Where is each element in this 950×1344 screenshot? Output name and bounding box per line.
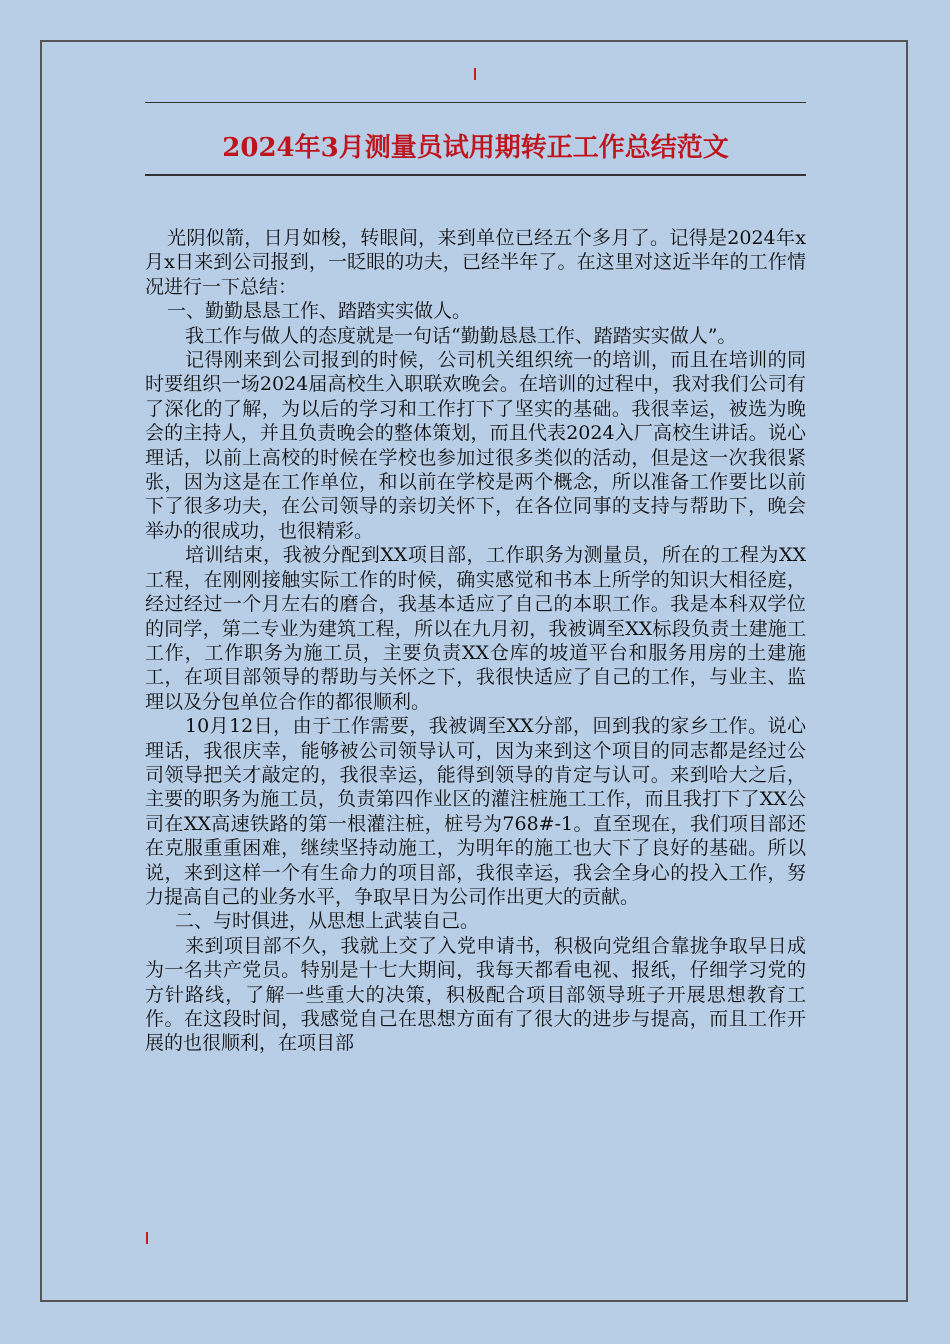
paragraph-transfer: 10月12日，由于工作需要，我被调至XX分部，回到我的家乡工作。说心理话，我很庆幸，能够被公司领导认可，因为来到这个项目的同志都是经过公司领导把关才敲定的，我很幸运，能得到领导的肯定与认可。来到哈大之后，主要的职务为施工员，负责第四作业区的灌注桩施工工作，而且我打下了XX公司在XX高速铁路的第一根灌注桩，桩号为768#-1。直至现在，我们项目部还在克服重重困难，继续坚持动施工，为明年的施工也大下了良好的基础。所以说，来到这样一个有生命力的项目部，我很幸运，我会全身心的投入工作，努力提高自己的业务水平，争取早日为公司作出更大的贡献。 <box>145 715 806 908</box>
document-title: 2024年3月测量员试用期转正工作总结范文 <box>222 133 729 163</box>
paragraph-attitude: 我工作与做人的态度就是一句话“勤勤恳恳工作、踏踏实实做人”。 <box>185 324 737 347</box>
paragraph-party: 来到项目部不久，我就上交了入党申请书，积极向党组合靠拢争取早日成为一名共产党员。特别是十七大期间，我每天都看电视、报纸，仔细学习党的方针路线，了解一些重大的决策，积极配合项目部领导班子开展思想教育工作。在这段时间，我感觉自己在思想方面有了很大的进步与提高，而且工作开展的也很顺利，在项目部 <box>145 934 806 1055</box>
document-body <box>145 226 806 1056</box>
paragraph-training: 记得刚来到公司报到的时候，公司机关组织统一的培训，而且在培训的同时要组织一场2024届高校生入职联欢晚会。在培训的过程中，我对我们公司有了深化的了解，为以后的学习和工作打下了坚实的基础。我很幸运，被选为晚会的主持人，并且负责晚会的整体策划，而且代表2024入厂高校生讲话。说心理话，以前上高校的时候在学校也参加过很多类似的活动，但是这一次我很紧张，因为这是在工作单位，和以前在学校是两个概念，所以准备工作要比以前下了很多功夫，在公司领导的亲切关怀下，在各位同事的支持与帮助下，晚会举办的很成功，也很精彩。 <box>145 349 806 542</box>
header-rule <box>145 102 806 103</box>
section-heading-1: 一、勤勤恳恳工作、踏踏实实做人。 <box>167 300 472 323</box>
section-heading-2: 二、与时俱进，从思想上武装自己。 <box>175 910 480 933</box>
title-rule <box>145 174 806 176</box>
header-marker <box>474 68 476 80</box>
footer-marker <box>146 1232 148 1244</box>
paragraph-intro: 光阴似箭，日月如梭，转眼间，来到单位已经五个多月了。记得是2024年x月x日来到公司报到，一眨眼的功夫，已经半年了。在这里对这近半年的工作情况进行一下总结： <box>145 227 806 298</box>
paragraph-assignment: 培训结束，我被分配到XX项目部，工作职务为测量员，所在的工程为XX工程，在刚刚接触实际工作的时候，确实感觉和书本上所学的知识大相径庭，经过经过一个月左右的磨合，我基本适应了自己的本职工作。我是本科双学位的同学，第二专业为建筑工程，所以在九月初，我被调至XX标段负责土建施工工作，工作职务为施工员，主要负责XX仓库的坡道平台和服务用房的土建施工，在项目部领导的帮助与关怀之下，我很快适应了自己的工作，与业主、监理以及分包单位合作的都很顺利。 <box>145 544 806 713</box>
